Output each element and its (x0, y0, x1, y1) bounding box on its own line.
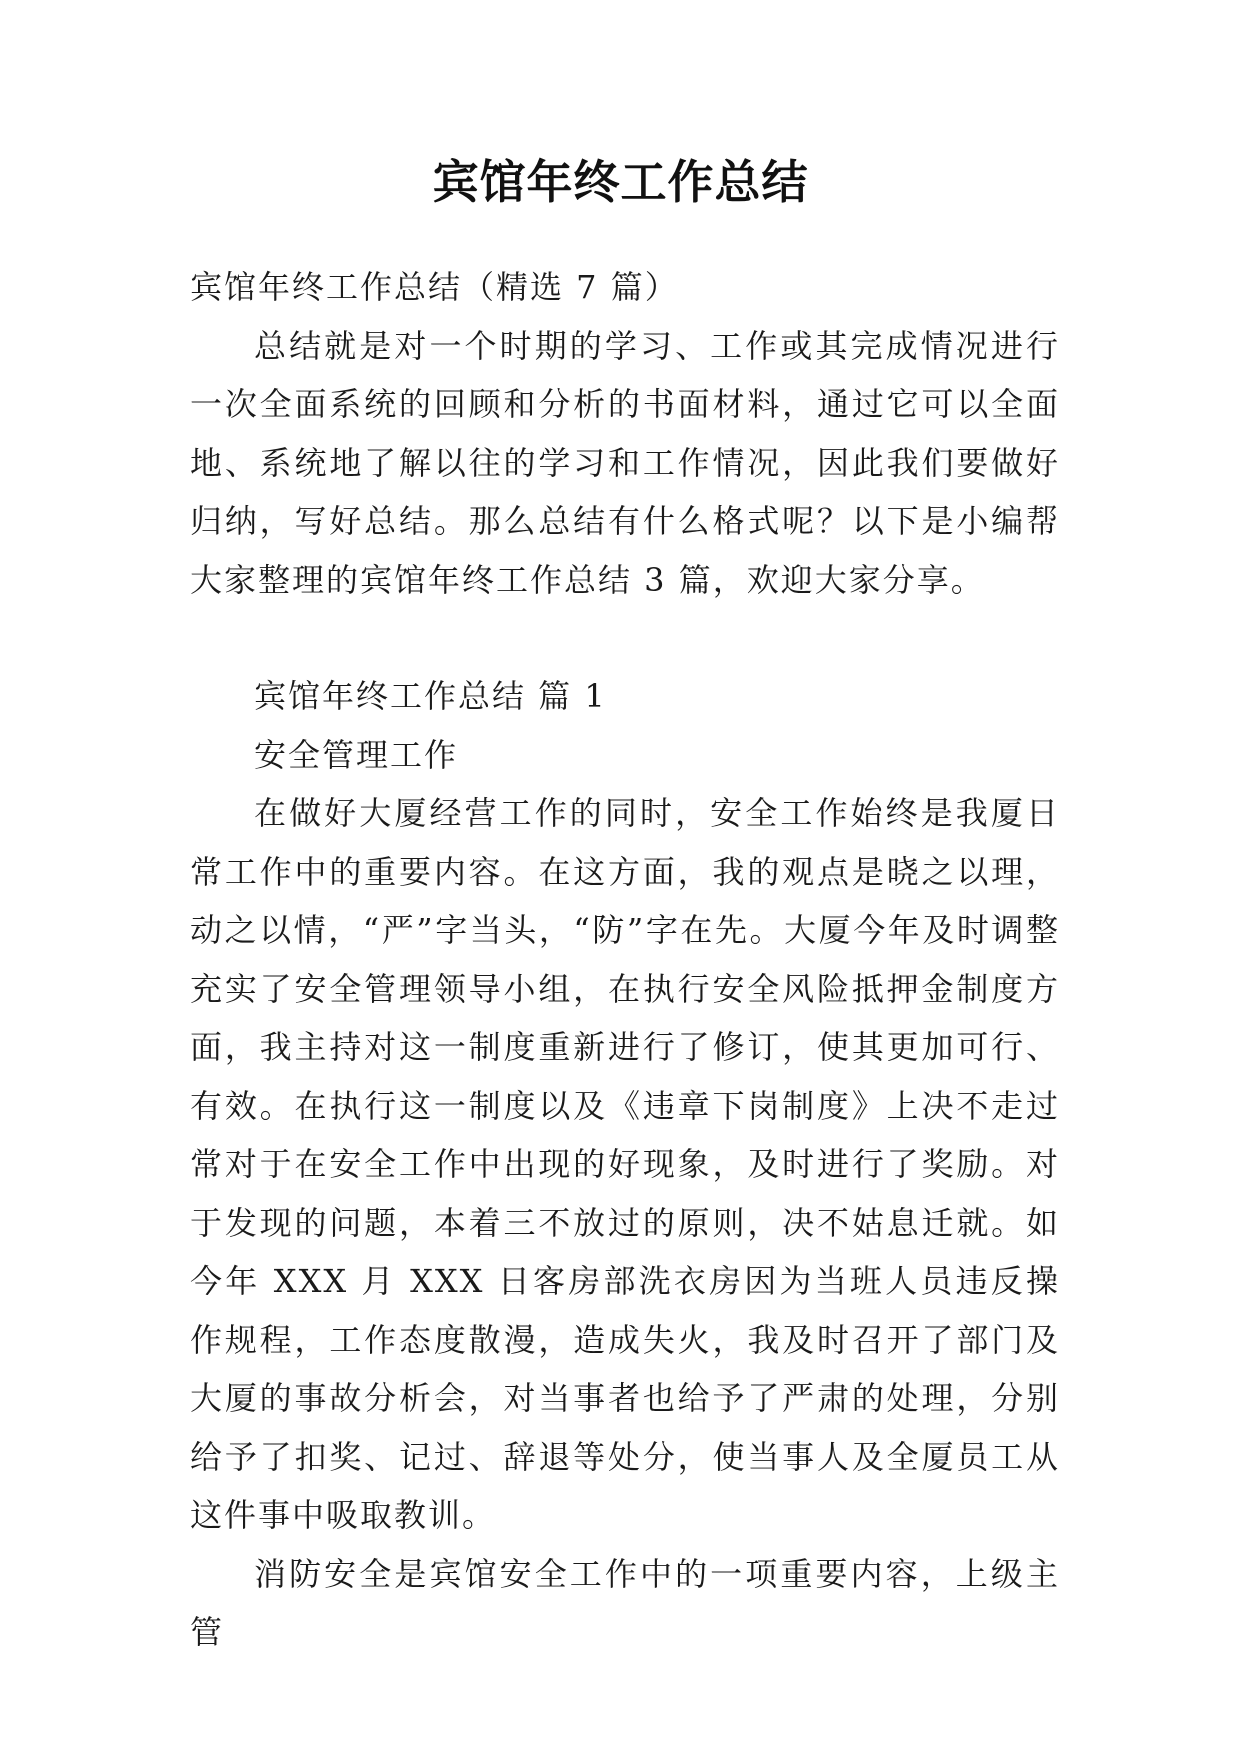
document-subtitle: 宾馆年终工作总结（精选 7 篇） (190, 268, 679, 306)
body-paragraph-1: 在做好大厦经营工作的同时，安全工作始终是我厦日常工作中的重要内容。在这方面，我的观点是晓之以理，动之以情，“严”字当头，“防”字在先。大厦今年及时调整充实了安全管理领导小组，在执行安全风险抵押金制度方面，我主持对这一制度重新进行了修订，使其更加可行、有效。在执行这一制度以及《违章下岗制度》上决不走过常对于在安全工作中出现的好现象，及时进行了奖励。对于发现的问题，本着三不放过的原则，决不姑息迁就。如今年 XXX 月 XXX 日客房部洗衣房因为当班人员违反操作规程，工作态度散漫，造成失火，我及时召开了部门及大厦的事故分析会，对当事者也给予了严肃的处理，分别给予了扣奖、记过、辞退等处分，使当事人及全厦员工从这件事中吸取教训。 (190, 794, 1060, 1534)
body-paragraph-2: 消防安全是宾馆安全工作中的一项重要内容，上级主管 (190, 1554, 1060, 1651)
document-body (190, 258, 1060, 1662)
paragraph-gap (190, 609, 1060, 667)
section-heading: 宾馆年终工作总结 篇 1 (254, 677, 607, 715)
document-title: 宾馆年终工作总结 (432, 155, 809, 209)
intro-paragraph: 总结就是对一个时期的学习、工作或其完成情况进行一次全面系统的回顾和分析的书面材料，通过它可以全面地、系统地了解以往的学习和工作情况，因此我们要做好归纳，写好总结。那么总结有什么格式呢？以下是小编帮大家整理的宾馆年终工作总结 3 篇，欢迎大家分享。 (190, 326, 1060, 599)
section-subheading: 安全管理工作 (254, 735, 459, 774)
